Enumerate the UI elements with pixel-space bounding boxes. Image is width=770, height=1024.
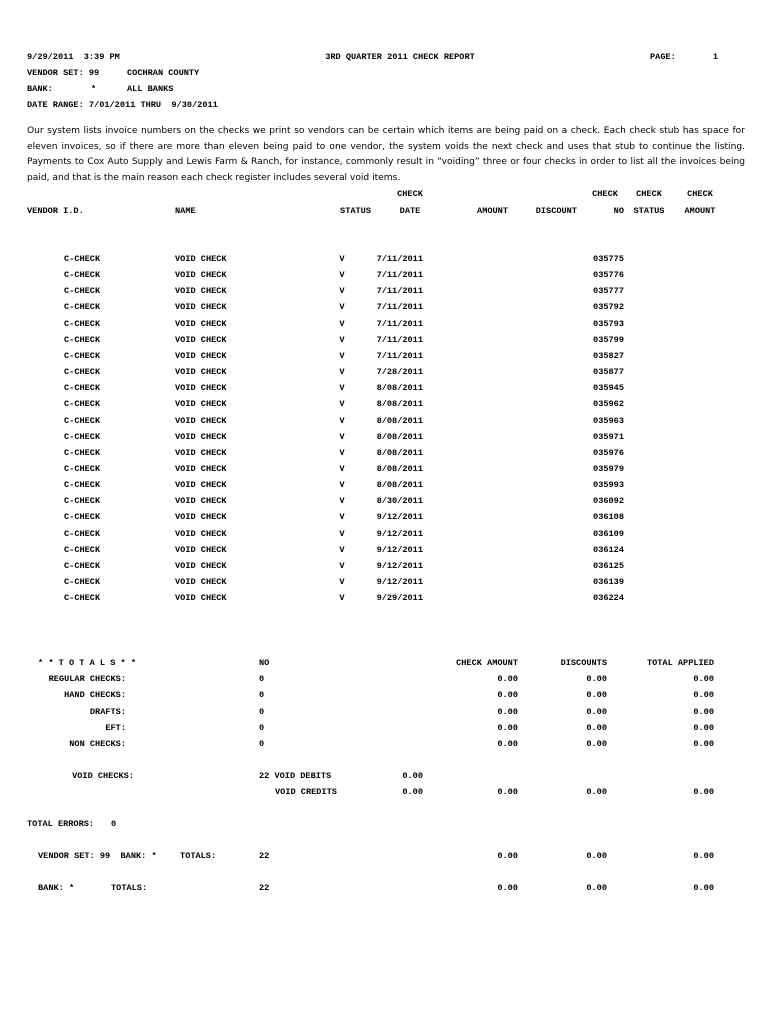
row-check-no: 036124 [593,545,624,555]
row-status: V [339,464,345,474]
row-name: VOID CHECK [175,383,227,393]
totals-line-no: 0 [259,723,265,733]
row-check-no: 035775 [593,254,624,264]
row-check-date: 7/11/2011 [376,351,423,361]
row-check-no: 035962 [593,399,624,409]
totals-line-total-applied: 0.00 [693,674,714,684]
row-check-date: 8/08/2011 [376,448,423,458]
col-date: DATE [399,206,421,216]
row-name: VOID CHECK [175,593,227,603]
row-name: VOID CHECK [175,529,227,539]
row-vendor-id: C-CHECK [64,448,101,458]
row-check-date: 9/12/2011 [376,545,423,555]
row-check-date: 7/11/2011 [376,254,423,264]
row-status: V [339,545,345,555]
totals-line-discounts: 0.00 [586,723,607,733]
row-status: V [339,432,345,442]
row-vendor-id: C-CHECK [64,480,101,490]
void-credits-check-amount: 0.00 [497,787,518,797]
row-name: VOID CHECK [175,432,227,442]
row-check-date: 7/11/2011 [376,286,423,296]
bank-summary-discounts: 0.00 [586,883,607,893]
vendor-set-name: COCHRAN COUNTY [127,68,200,78]
totals-line-label: HAND CHECKS: [64,690,126,700]
totals-heading: * * T O T A L S * * [38,658,136,668]
intro-paragraph: Our system lists invoice numbers on the checks we print so vendors can be certain which items are being paid on a check. Each check stub has space for eleven invoices, so if there are more than eleven being paid to one vendor, the system voids the next check and uses that stub to continue the listing. Payments to Cox Auto Supply and Lewis Farm & Ranch, for instance, commonly result in “voiding” three or four checks in order to list all the invoices being paid, and that is the main reason each check register includes several void items. [27,126,745,183]
row-status: V [339,367,345,377]
col-status: STATUS [340,206,371,216]
totals-line-check-amount: 0.00 [497,674,518,684]
totals-col-no: NO [259,658,270,668]
row-vendor-id: C-CHECK [64,529,101,539]
row-status: V [339,416,345,426]
row-check-no: 036108 [593,512,624,522]
row-check-no: 035945 [593,383,624,393]
totals-line-discounts: 0.00 [586,674,607,684]
totals-line-no: 0 [259,674,265,684]
vendor-summary-amount: 0.00 [497,851,518,861]
row-name: VOID CHECK [175,496,227,506]
row-vendor-id: C-CHECK [64,545,101,555]
row-vendor-id: C-CHECK [64,319,101,329]
col-checkstatus-top: CHECK [636,189,662,199]
totals-line-label: NON CHECKS: [69,739,126,749]
totals-line-discounts: 0.00 [586,739,607,749]
row-status: V [339,383,345,393]
row-check-date: 8/08/2011 [376,399,423,409]
void-credits-discounts: 0.00 [586,787,607,797]
row-name: VOID CHECK [175,302,227,312]
page-number: 1 [712,52,718,62]
totals-line-check-amount: 0.00 [497,723,518,733]
row-check-date: 8/08/2011 [376,383,423,393]
totals-line-discounts: 0.00 [586,707,607,717]
row-vendor-id: C-CHECK [64,286,101,296]
row-check-date: 9/12/2011 [376,529,423,539]
total-errors-value: 0 [111,819,117,829]
row-vendor-id: C-CHECK [64,270,101,280]
row-status: V [339,302,345,312]
row-check-no: 036139 [593,577,624,587]
row-check-date: 7/11/2011 [376,319,423,329]
vendor-summary-count: 22 [259,851,270,861]
bank-name: ALL BANKS [127,84,174,94]
col-check-status: STATUS [633,206,665,216]
row-vendor-id: C-CHECK [64,577,101,587]
totals-line-no: 0 [259,707,265,717]
totals-col-total-applied: TOTAL APPLIED [646,658,714,668]
row-check-no: 035877 [593,367,624,377]
bank-label: BANK: [27,84,53,94]
row-check-no: 036092 [593,496,624,506]
row-name: VOID CHECK [175,416,227,426]
row-name: VOID CHECK [175,286,227,296]
vendor-summary-totals-label: TOTALS: [180,851,217,861]
totals-line-discounts: 0.00 [586,690,607,700]
row-check-no: 035979 [593,464,624,474]
totals-line-no: 0 [259,690,265,700]
row-check-no: 035777 [593,286,624,296]
totals-line-check-amount: 0.00 [497,707,518,717]
row-name: VOID CHECK [175,270,227,280]
row-status: V [339,254,345,264]
void-credits-applied: 0.00 [693,787,714,797]
bank-summary-applied: 0.00 [693,883,714,893]
vendor-set-label: VENDOR SET: 99 [27,68,100,78]
row-name: VOID CHECK [175,335,227,345]
row-check-date: 8/08/2011 [376,416,423,426]
row-check-no: 035976 [593,448,624,458]
report-title: 3RD QUARTER 2011 CHECK REPORT [325,52,475,62]
row-status: V [339,335,345,345]
col-discount: DISCOUNT [535,206,577,216]
row-vendor-id: C-CHECK [64,383,101,393]
row-check-date: 8/30/2011 [376,496,423,506]
totals-col-check-amount: CHECK AMOUNT [456,658,518,668]
row-check-no: 036125 [593,561,624,571]
row-vendor-id: C-CHECK [64,561,101,571]
totals-line-no: 0 [259,739,265,749]
col-name: NAME [175,206,196,216]
row-check-no: 036224 [593,593,624,603]
row-check-date: 7/11/2011 [376,302,423,312]
row-check-no: 035799 [593,335,624,345]
row-status: V [339,448,345,458]
row-check-date: 7/11/2011 [376,270,423,280]
totals-line-total-applied: 0.00 [693,707,714,717]
row-check-date: 9/12/2011 [376,577,423,587]
row-vendor-id: C-CHECK [64,335,101,345]
row-check-no: 035776 [593,270,624,280]
row-vendor-id: C-CHECK [64,254,101,264]
page-label: PAGE: [650,52,676,62]
vendor-summary-discounts: 0.00 [586,851,607,861]
col-no: NO [613,206,624,216]
col-check-top: CHECK [397,189,423,199]
row-name: VOID CHECK [175,319,227,329]
row-status: V [339,319,345,329]
row-vendor-id: C-CHECK [64,432,101,442]
total-errors-label: TOTAL ERRORS: [27,819,95,829]
row-name: VOID CHECK [175,448,227,458]
bank-star: * [91,84,97,94]
void-checks-label: VOID CHECKS: [72,771,134,781]
row-check-no: 035993 [593,480,624,490]
totals-line-check-amount: 0.00 [497,739,518,749]
row-check-date: 7/28/2011 [376,367,423,377]
col-check-amount: AMOUNT [684,206,716,216]
col-vendor-id: VENDOR I.D. [27,206,84,216]
row-status: V [339,496,345,506]
row-vendor-id: C-CHECK [64,512,101,522]
row-check-date: 8/08/2011 [376,480,423,490]
row-name: VOID CHECK [175,351,227,361]
row-check-date: 9/12/2011 [376,512,423,522]
totals-col-discounts: DISCOUNTS [560,658,607,668]
row-name: VOID CHECK [175,399,227,409]
vendor-summary-applied: 0.00 [693,851,714,861]
void-credits-amount: 0.00 [402,787,423,797]
row-vendor-id: C-CHECK [64,399,101,409]
row-status: V [339,480,345,490]
row-status: V [339,577,345,587]
bank-summary-totals-label: TOTALS: [111,883,148,893]
row-check-no: 035963 [593,416,624,426]
row-check-no: 035792 [593,302,624,312]
row-status: V [339,593,345,603]
void-credits-label: VOID CREDITS [275,787,337,797]
bank-summary-amount: 0.00 [497,883,518,893]
row-status: V [339,561,345,571]
row-vendor-id: C-CHECK [64,593,101,603]
row-vendor-id: C-CHECK [64,416,101,426]
totals-line-label: REGULAR CHECKS: [48,674,126,684]
row-check-no: 036109 [593,529,624,539]
totals-line-label: EFT: [105,723,126,733]
row-name: VOID CHECK [175,545,227,555]
row-check-no: 035971 [593,432,624,442]
report-datetime: 9/29/2011 3:39 PM [27,52,120,62]
row-check-date: 9/29/2011 [376,593,423,603]
row-status: V [339,286,345,296]
totals-line-total-applied: 0.00 [693,739,714,749]
col-checkamount-top: CHECK [687,189,713,199]
row-status: V [339,270,345,280]
row-name: VOID CHECK [175,512,227,522]
row-check-date: 7/11/2011 [376,335,423,345]
row-vendor-id: C-CHECK [64,351,101,361]
row-status: V [339,529,345,539]
row-check-no: 035827 [593,351,624,361]
row-vendor-id: C-CHECK [64,302,101,312]
row-check-no: 035793 [593,319,624,329]
totals-line-check-amount: 0.00 [497,690,518,700]
vendor-summary-label: VENDOR SET: 99 BANK: * [38,851,157,861]
col-checkno-top: CHECK [592,189,618,199]
row-check-date: 8/08/2011 [376,464,423,474]
row-name: VOID CHECK [175,577,227,587]
row-status: V [339,512,345,522]
row-name: VOID CHECK [175,367,227,377]
row-status: V [339,351,345,361]
totals-line-total-applied: 0.00 [693,690,714,700]
bank-summary-count: 22 [259,883,270,893]
row-check-date: 9/12/2011 [376,561,423,571]
void-debits-label: 22 VOID DEBITS [259,771,332,781]
row-name: VOID CHECK [175,480,227,490]
bank-summary-label: BANK: * [38,883,75,893]
col-amount: AMOUNT [477,206,508,216]
row-vendor-id: C-CHECK [64,464,101,474]
row-status: V [339,399,345,409]
totals-line-label: DRAFTS: [89,707,126,717]
row-name: VOID CHECK [175,561,227,571]
row-name: VOID CHECK [175,254,227,264]
row-name: VOID CHECK [175,464,227,474]
row-check-date: 8/08/2011 [376,432,423,442]
row-vendor-id: C-CHECK [64,367,101,377]
date-range: DATE RANGE: 7/01/2011 THRU 9/30/2011 [27,100,218,110]
void-debits-amount: 0.00 [402,771,423,781]
row-vendor-id: C-CHECK [64,496,101,506]
totals-line-total-applied: 0.00 [693,723,714,733]
